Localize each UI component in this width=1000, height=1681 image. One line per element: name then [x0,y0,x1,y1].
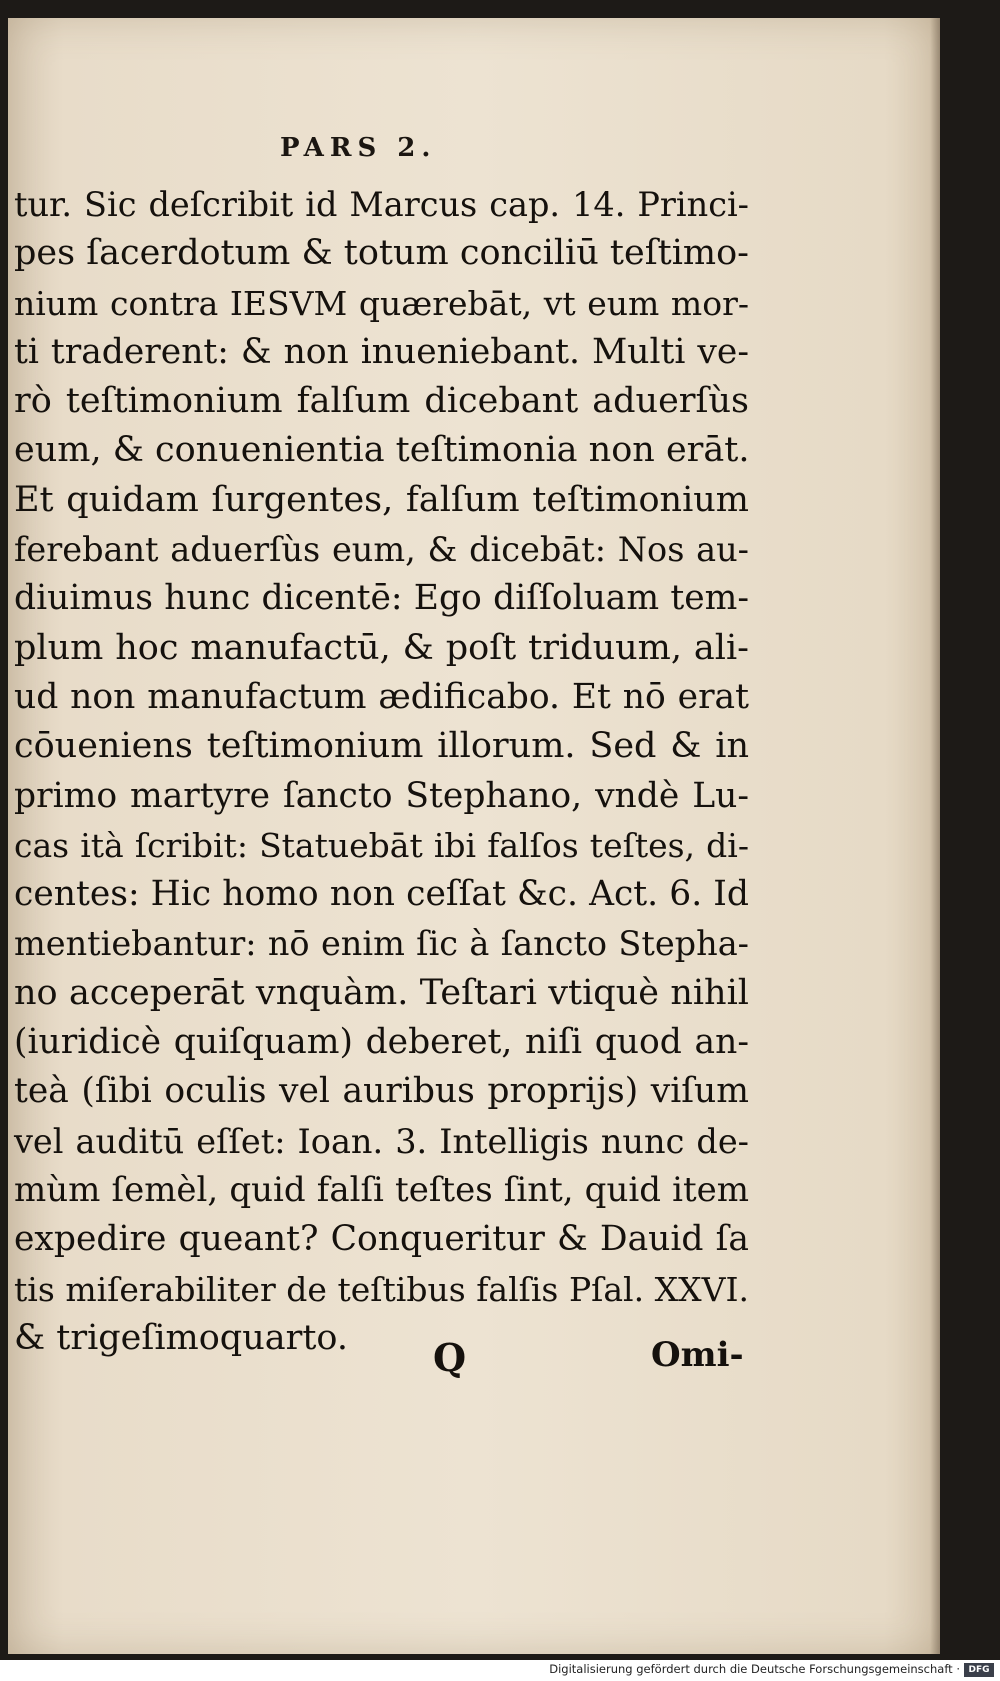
signature-mark: Q [433,1335,467,1380]
text-line: plum hoc manufactū, & poſt triduum, ali- [14,627,749,668]
body-text [14,180,749,1363]
text-line: mùm ſemèl, quid falſi teſtes ſint, quid item [14,1169,749,1210]
text-line: Et quidam ſurgentes, falſum teſtimonium [14,479,749,520]
text-line: cas ità ſcribit: Statuebāt ibi falſos teſtes, di- [14,825,749,865]
text-line: tis miſerabiliter de teſtibus falſis Pſal. XXVI. [14,1269,749,1309]
text-line: diuimus hunc dicentē: Ego diſſoluam tem- [14,578,749,619]
book-page [8,18,940,1654]
text-line: mentiebantur: nō enim ſic à ſancto Stepha- [14,924,749,964]
text-line: teà (ſibi oculis vel auribus proprijs) viſum [14,1071,749,1112]
text-line: ud non manufactum ædificabo. Et nō erat [14,676,749,717]
text-line: ferebant aduerſùs eum, & dicebāt: Nos au- [14,530,749,570]
text-line: eum, & conuenientia teſtimonia non erāt. [14,430,750,471]
digitization-footer [0,1660,1000,1681]
text-line: nium contra IESVM quærebāt, vt eum mor- [14,283,749,323]
text-line: cōueniens teſtimonium illorum. Sed & in [14,726,749,767]
running-head: PARS 2. [280,133,437,163]
dfg-logo-icon: DFG [964,1663,994,1677]
text-line: centes: Hic homo non ceſſat &c. Act. 6. Id [14,874,749,915]
page-edge-shadow [930,18,940,1654]
text-line-last: & trigeſimoquarto. [14,1317,348,1358]
text-line: expedire queant? Conqueritur & Dauid ſa [14,1219,749,1260]
catchword: Omi- [651,1335,744,1375]
text-line: (iuridicè quiſquam) deberet, niſi quod an- [14,1022,749,1063]
text-line: rò teſtimonium falſum dicebant aduerſùs [14,381,749,422]
text-line: ti traderent: & non inueniebant. Multi ve- [14,331,749,372]
text-line: pes ſacerdotum & totum conciliū teſtimo- [14,233,749,274]
text-line: tur. Sic deſcribit id Marcus cap. 14. Princi- [14,185,749,224]
text-line: no acceperāt vnquàm. Teſtari vtiquè nihil [14,972,749,1013]
text-line: vel auditū eſſet: Ioan. 3. Intelligis nunc de- [14,1121,749,1161]
funding-credit: Digitalisierung gefördert durch die Deutsche Forschungsgemeinschaft · [549,1662,960,1676]
text-line: primo martyre ſancto Stephano, vndè Lu- [14,775,749,816]
